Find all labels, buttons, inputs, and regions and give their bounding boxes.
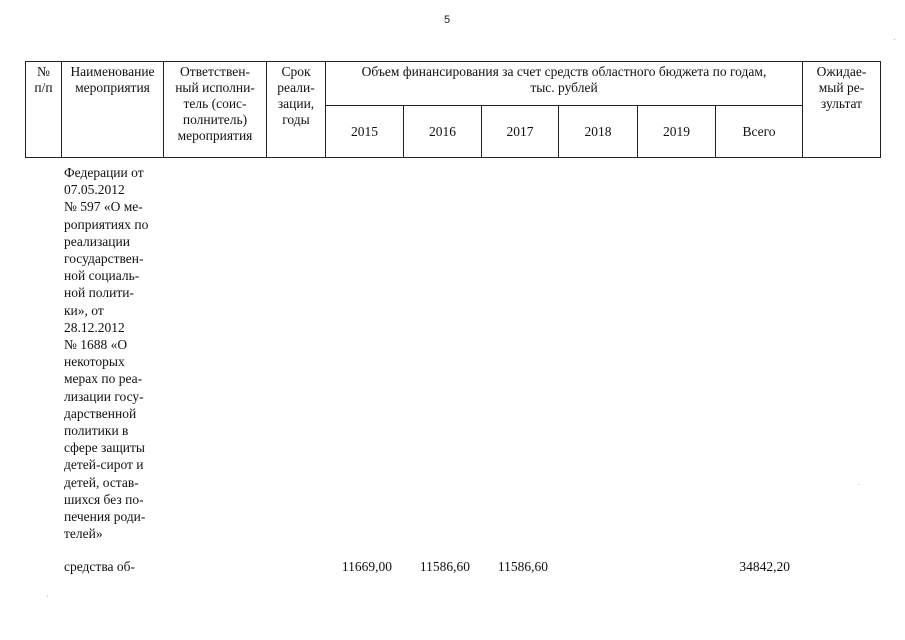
funding-2015-value: 11669,00 (341, 559, 392, 574)
header-year-2018: 2018 (559, 106, 638, 158)
funding-2016-value: 11586,60 (419, 559, 470, 574)
header-number: № п/п (26, 62, 62, 158)
page-number: 5 (444, 14, 451, 26)
funding-2017-value: 11586,60 (497, 559, 548, 574)
activity-description-continuation: Федерации от 07.05.2012 № 597 «О ме- роприятиях по реализации государствен- ной социаль- ной полити- ки», от 28.12.2012 № 1688 «О некоторых мерах по реа- лизации госу- дарственной политики в сфере защиты детей-сирот и детей, остав- шихся без по- печения роди- телей» (64, 165, 149, 542)
header-activity-name: Наименование мероприятия (62, 62, 164, 158)
header-year-2015: 2015 (326, 106, 404, 158)
scan-speck: · (893, 35, 897, 46)
scan-speck: · (857, 480, 861, 491)
header-year-2016: 2016 (404, 106, 482, 158)
funding-source-label: средства об- (64, 559, 135, 574)
header-expected-result: Ожидае- мый ре- зультат (803, 62, 881, 158)
header-funding: Объем финансирования за счет средств областного бюджета по годам, тыс. рублей (326, 62, 803, 106)
header-responsible: Ответствен- ный исполни- тель (соис- полнитель) мероприятия (164, 62, 267, 158)
scan-speck: · (46, 592, 50, 603)
header-year-2017: 2017 (482, 106, 559, 158)
header-year-2019: 2019 (638, 106, 716, 158)
table-header (25, 61, 881, 158)
funding-total-value: 34842,20 (739, 559, 790, 574)
header-total: Всего (716, 106, 803, 158)
header-period: Срок реали- зации, годы (267, 62, 326, 158)
